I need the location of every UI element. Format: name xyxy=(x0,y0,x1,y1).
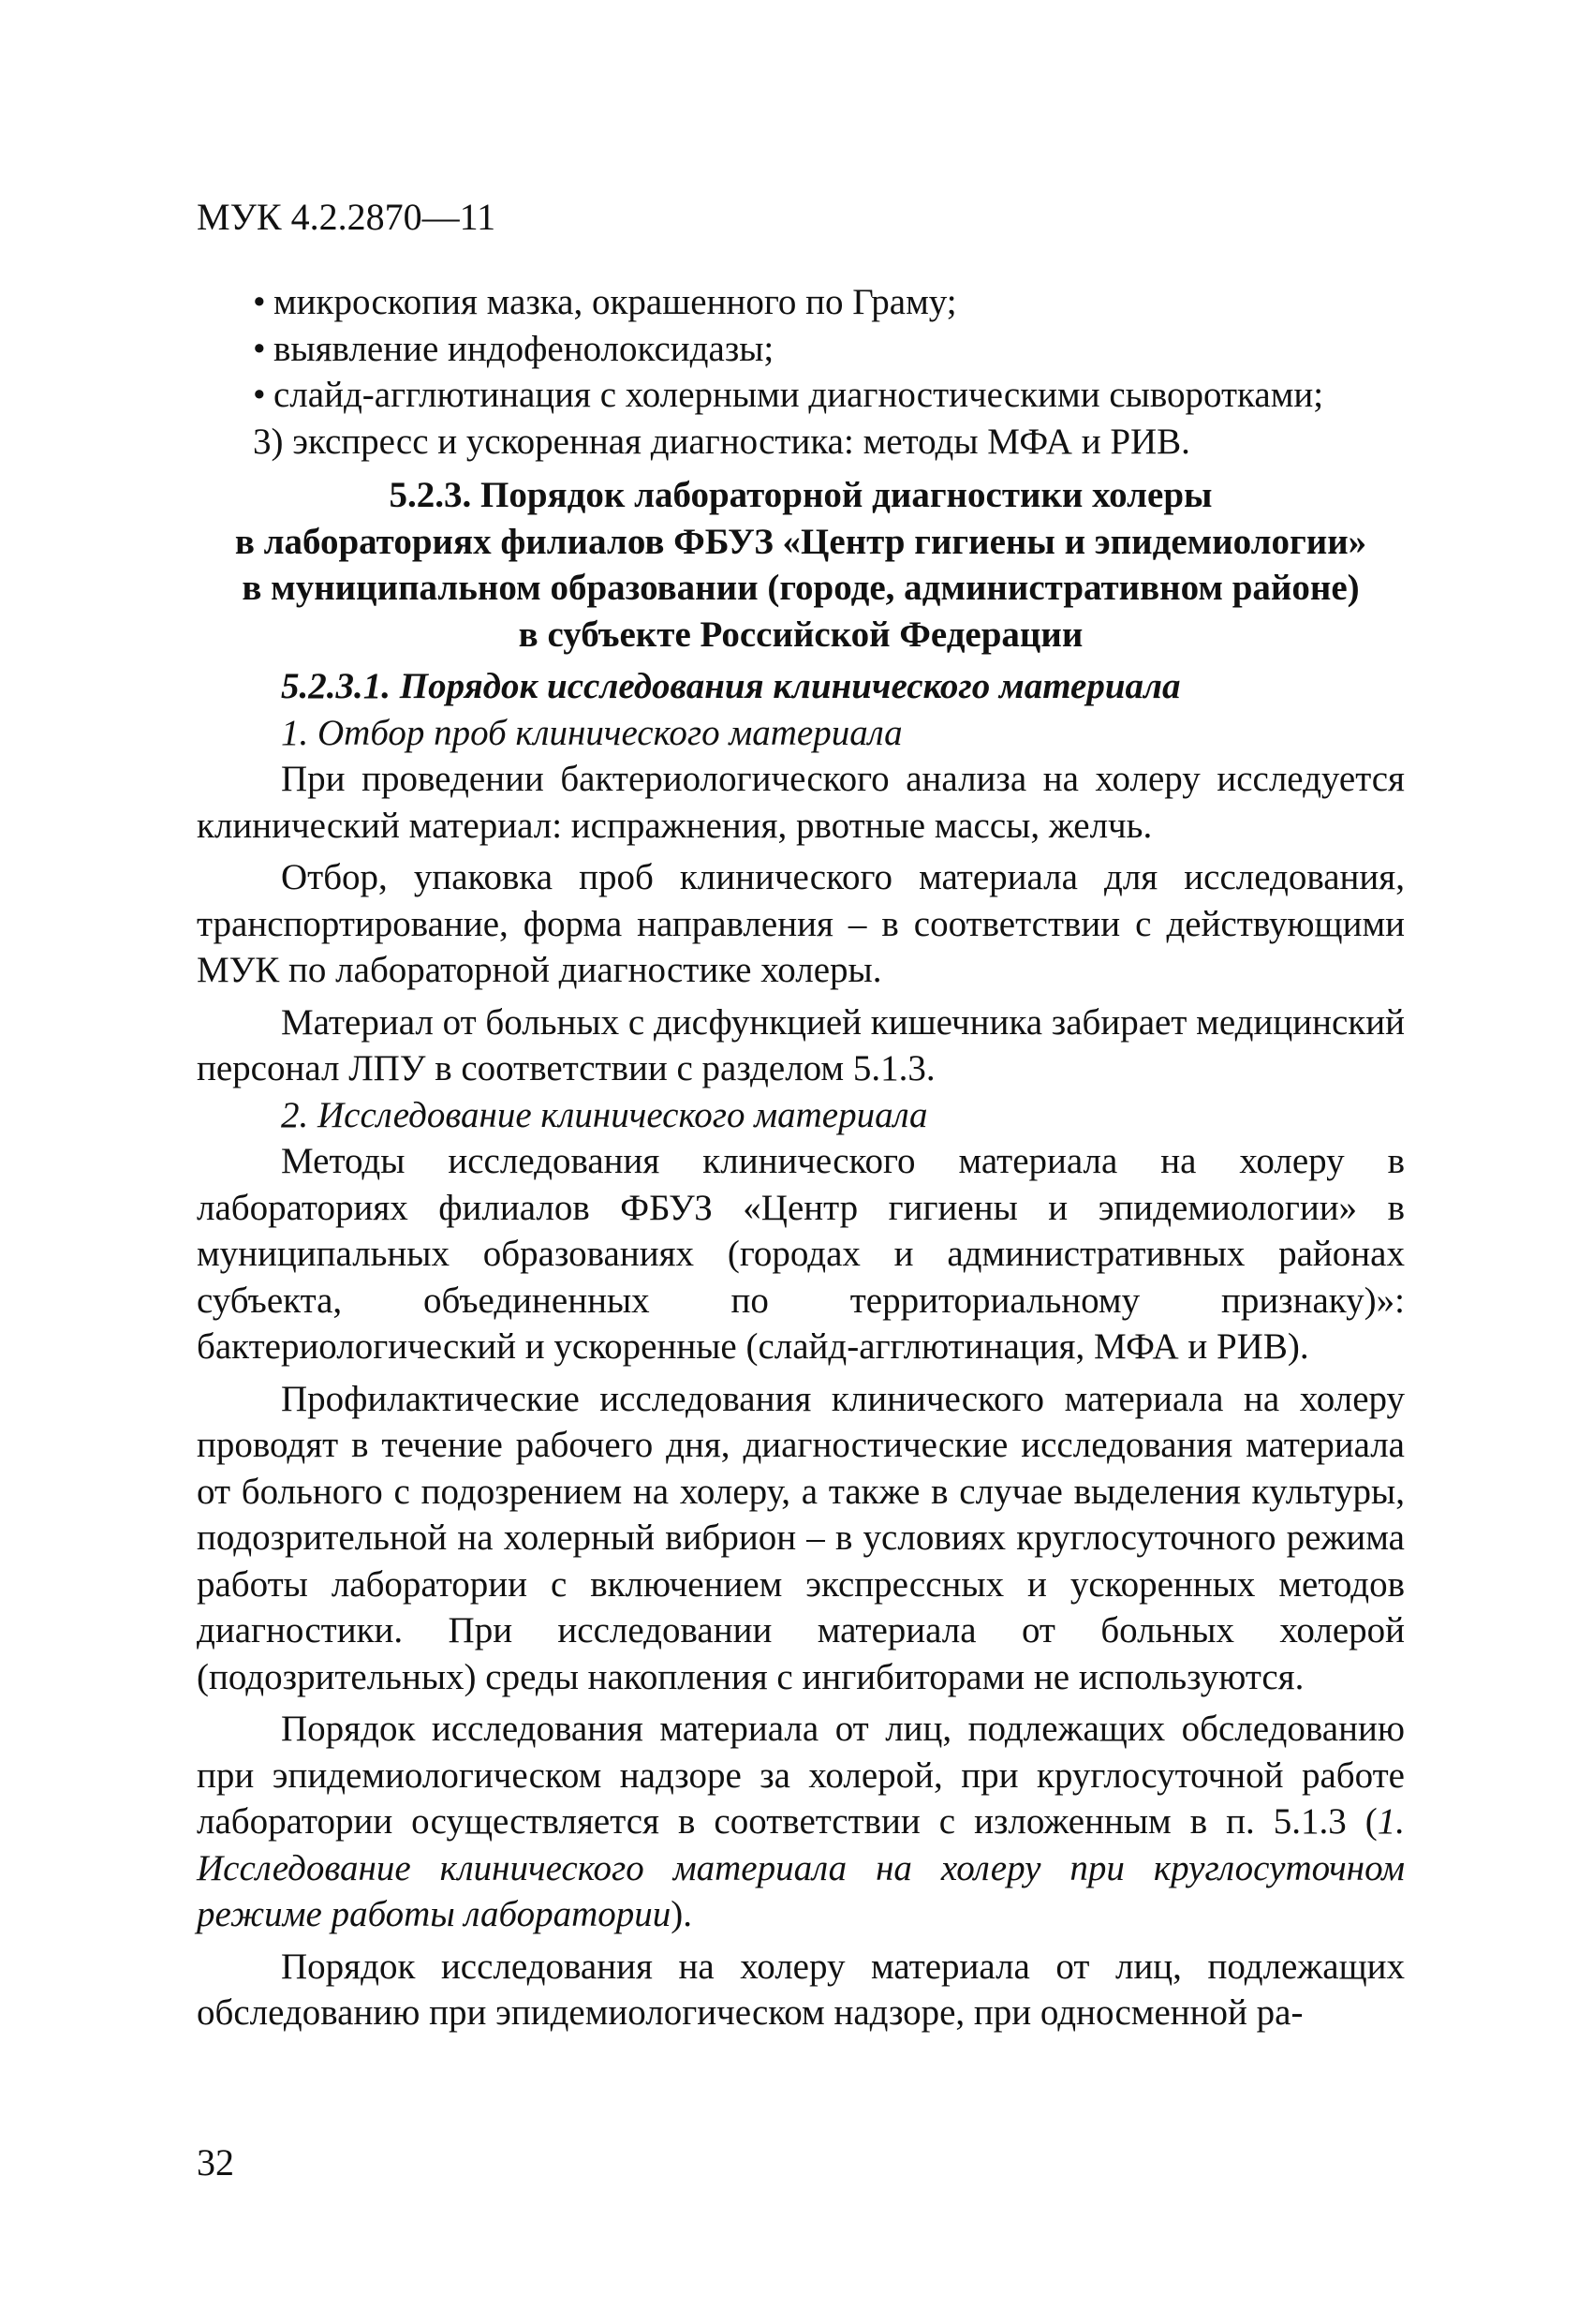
bullet-text: микроскопия мазка, окрашенного по Граму; xyxy=(273,282,957,322)
paragraph-text: Порядок исследования материала от лиц, подлежащих обследованию при эпидемиологическом надзоре за холерой, при круглосуточной работе лаборатории осуществляется в соответствии с изложенным в п. 5.1.3 ( xyxy=(197,1709,1405,1842)
bullet-icon: • xyxy=(253,282,266,322)
section-heading-line: 5.2.3. Порядок лабораторной диагностики холеры xyxy=(389,475,1213,515)
page-content xyxy=(197,279,1405,2036)
paragraph: Отбор, упаковка проб клинического материала для исследования, транспортирование, форма направления – в соответствии с действующими МУК по лабораторной диагностике холеры. xyxy=(197,857,1405,990)
section-heading xyxy=(197,472,1405,658)
paragraph: Порядок исследования на холеру материала от лиц, подлежащих обследованию при эпидемиологическом надзоре, при односменной ра- xyxy=(197,1946,1405,2033)
paragraph-with-reference xyxy=(197,1706,1405,1938)
paragraph: Методы исследования клинического материала на холеру в лабораториях филиалов ФБУЗ «Центр гигиены и эпидемиологии» в муниципальных образованиях (городах и административных районах субъекта, объединенных по территориальному признаку)»: бактериологический и ускоренные (слайд-агглютинация, МФА и РИВ). xyxy=(197,1141,1405,1367)
bullet-text: слайд-агглютинация с холерными диагностическими сыворотками; xyxy=(273,375,1324,415)
document-code-header: МУК 4.2.2870—11 xyxy=(197,196,496,238)
bullet-text: выявление индофенолоксидазы; xyxy=(273,328,774,369)
bullet-item xyxy=(197,279,1405,326)
section-heading-line: в муниципальном образовании (городе, административном районе) xyxy=(242,568,1360,608)
bullet-icon: • xyxy=(253,328,266,369)
section-heading-line: в лабораториях филиалов ФБУЗ «Центр гигиены и эпидемиологии» xyxy=(234,521,1367,562)
reference-italic-text: 1. Исследование клинического материала на холеру при круглосуточном режиме работы лаборатории xyxy=(197,1801,1405,1934)
paragraph: Материал от больных с дисфункцией кишечника забирает медицинский персонал ЛПУ в соответствии с разделом 5.1.3. xyxy=(197,1001,1405,1088)
paragraph: При проведении бактериологического анализа на холеру исследуется клинический материал: испражнения, рвотные массы, желчь. xyxy=(197,759,1405,846)
bullet-icon: • xyxy=(253,375,266,415)
item-title-research: 2. Исследование клинического материала xyxy=(281,1094,928,1135)
bullet-item xyxy=(197,372,1405,419)
item-title-sampling: 1. Отбор проб клинического материала xyxy=(281,712,903,753)
list-item-express-diagnostics: 3) экспресс и ускоренная диагностика: методы МФА и РИВ. xyxy=(253,421,1190,462)
page-number: 32 xyxy=(197,2141,234,2183)
paragraph-end: ). xyxy=(671,1894,692,1934)
paragraph: Профилактические исследования клинического материала на холеру проводят в течение рабочего дня, диагностические исследования материала от больного с подозрением на холеру, а также в случае выделения культуры, подозрительной на холерный вибрион – в условиях круглосуточного режима работы лаборатории с включением экспрессных и ускоренных методов диагностики. При исследовании материала от больных холерой (подозрительных) среды накопления с ингибиторами не используются. xyxy=(197,1378,1405,1697)
bullet-item xyxy=(197,326,1405,373)
document-page xyxy=(197,0,1405,2324)
section-heading-line: в субъекте Российской Федерации xyxy=(518,614,1084,655)
subsection-title: 5.2.3.1. Порядок исследования клинического материала xyxy=(281,666,1181,706)
